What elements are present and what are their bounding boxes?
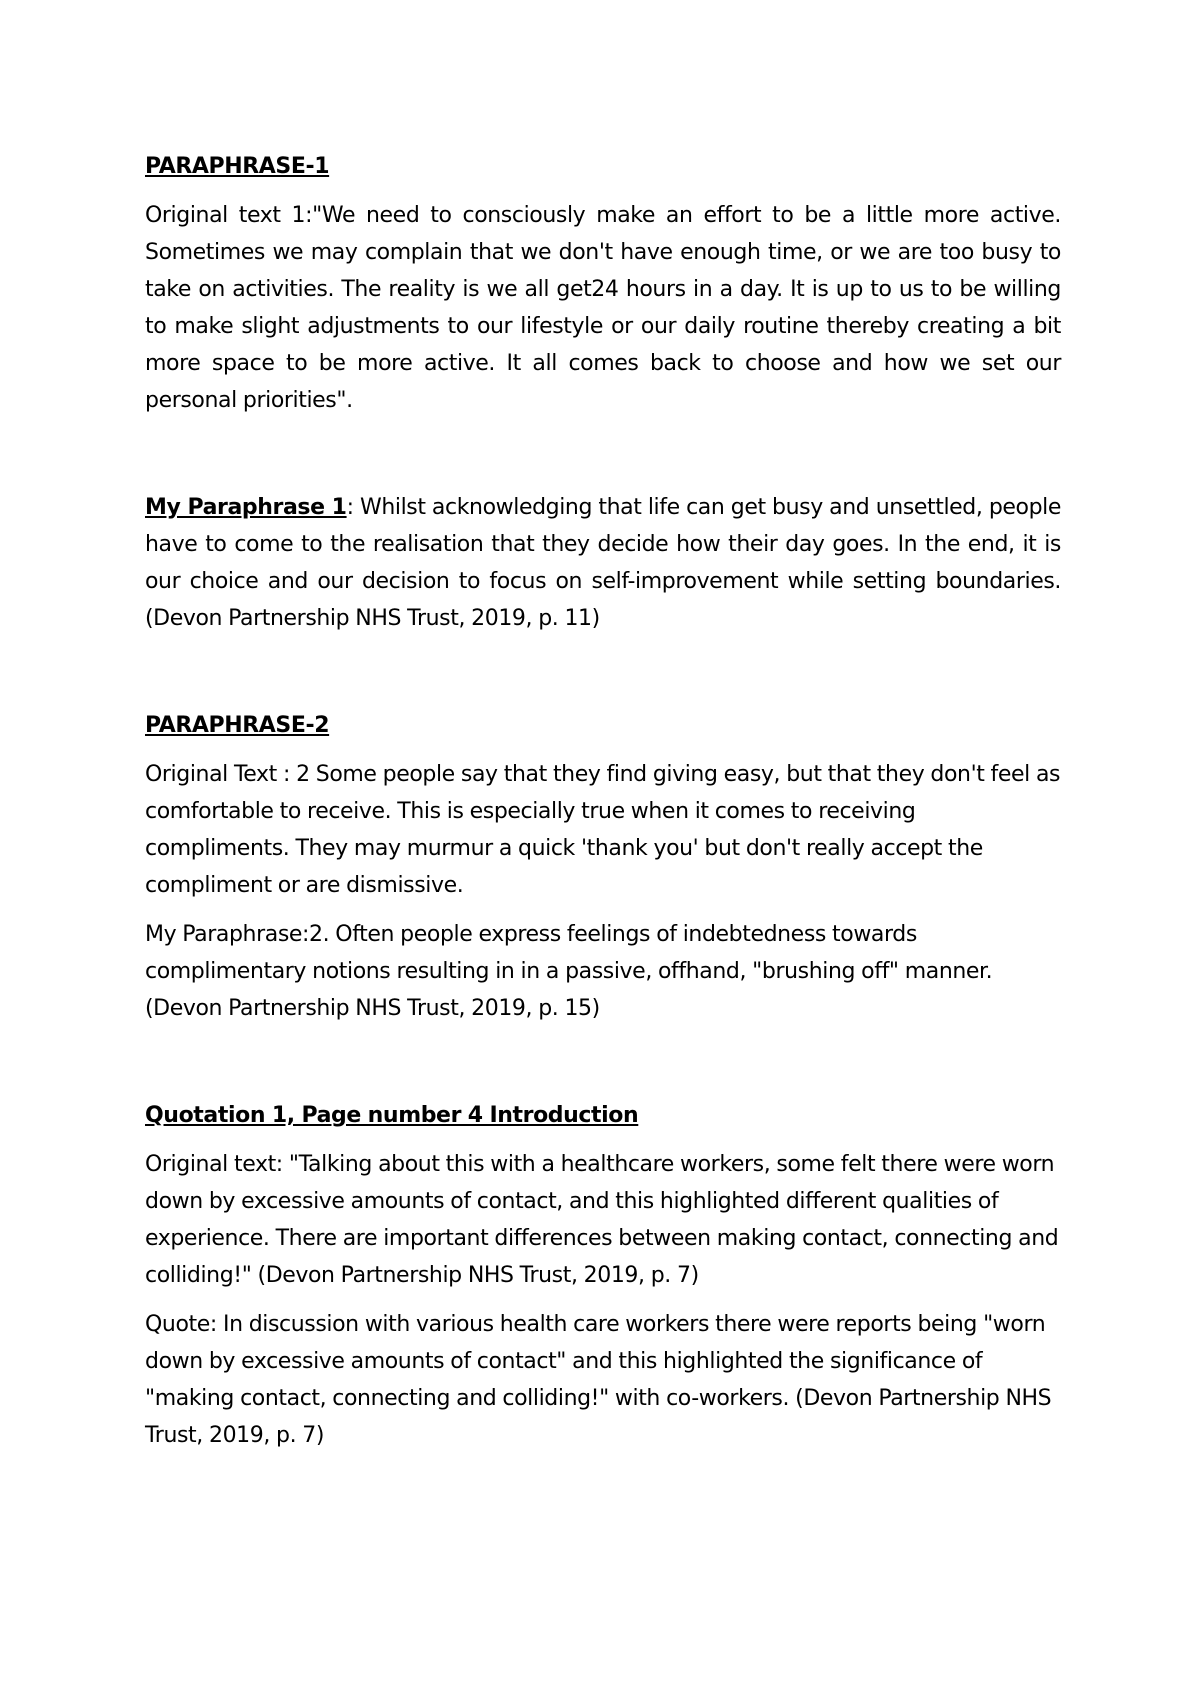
original-text-1: Original text 1:"We need to consciously make an effort to be a little more active. Sometimes we may complain that we don't have enough time, or we are too busy to take on activities. The reality is we all get24 hours in a day. It is up to us to be willing to make slight adjustments to our lifestyle or our daily routine thereby creating a bit more space to be more active. It all comes back to choose and how we set our personal priorities". [145,203,1061,413]
heading-paraphrase-2: PARAPHRASE-2 [145,713,330,738]
document-page [145,148,1061,1470]
quote-1: Quote: In discussion with various health care workers there were reports being "worn down by excessive amounts of contact" and this highlighted the significance of "making contact, connecting and colliding!" with co-workers. (Devon Partnership NHS Trust, 2019, p. 7) [145,1312,1052,1448]
my-paraphrase-1 [145,489,1061,637]
my-paraphrase-2: My Paraphrase:2. Often people express feelings of indebtedness towards complimentary notions resulting in in a passive, offhand, "brushing off" manner. (Devon Partnership NHS Trust, 2019, p. 15) [145,922,993,1021]
my-paraphrase-1-text: : Whilst acknowledging that life can get busy and unsettled, people have to come to the realisation that they decide how their day goes. In the end, it is our choice and our decision to focus on self-improvement while setting boundaries. (Devon Partnership NHS Trust, 2019, p. 11) [145,495,1061,631]
original-text-2: Original Text : 2 Some people say that they find giving easy, but that they don't feel as comfortable to receive. This is especially true when it comes to receiving compliments. They may murmur a quick 'thank you' but don't really accept the compliment or are dismissive. [145,762,1061,898]
original-text-3: Original text: "Talking about this with a healthcare workers, some felt there were worn down by excessive amounts of contact, and this highlighted different qualities of experience. There are important differences between making contact, connecting and colliding!" (Devon Partnership NHS Trust, 2019, p. 7) [145,1152,1059,1288]
my-paraphrase-1-label: My Paraphrase 1 [145,495,347,520]
heading-paraphrase-1: PARAPHRASE-1 [145,154,330,179]
heading-quotation-1: Quotation 1, Page number 4 Introduction [145,1103,639,1128]
